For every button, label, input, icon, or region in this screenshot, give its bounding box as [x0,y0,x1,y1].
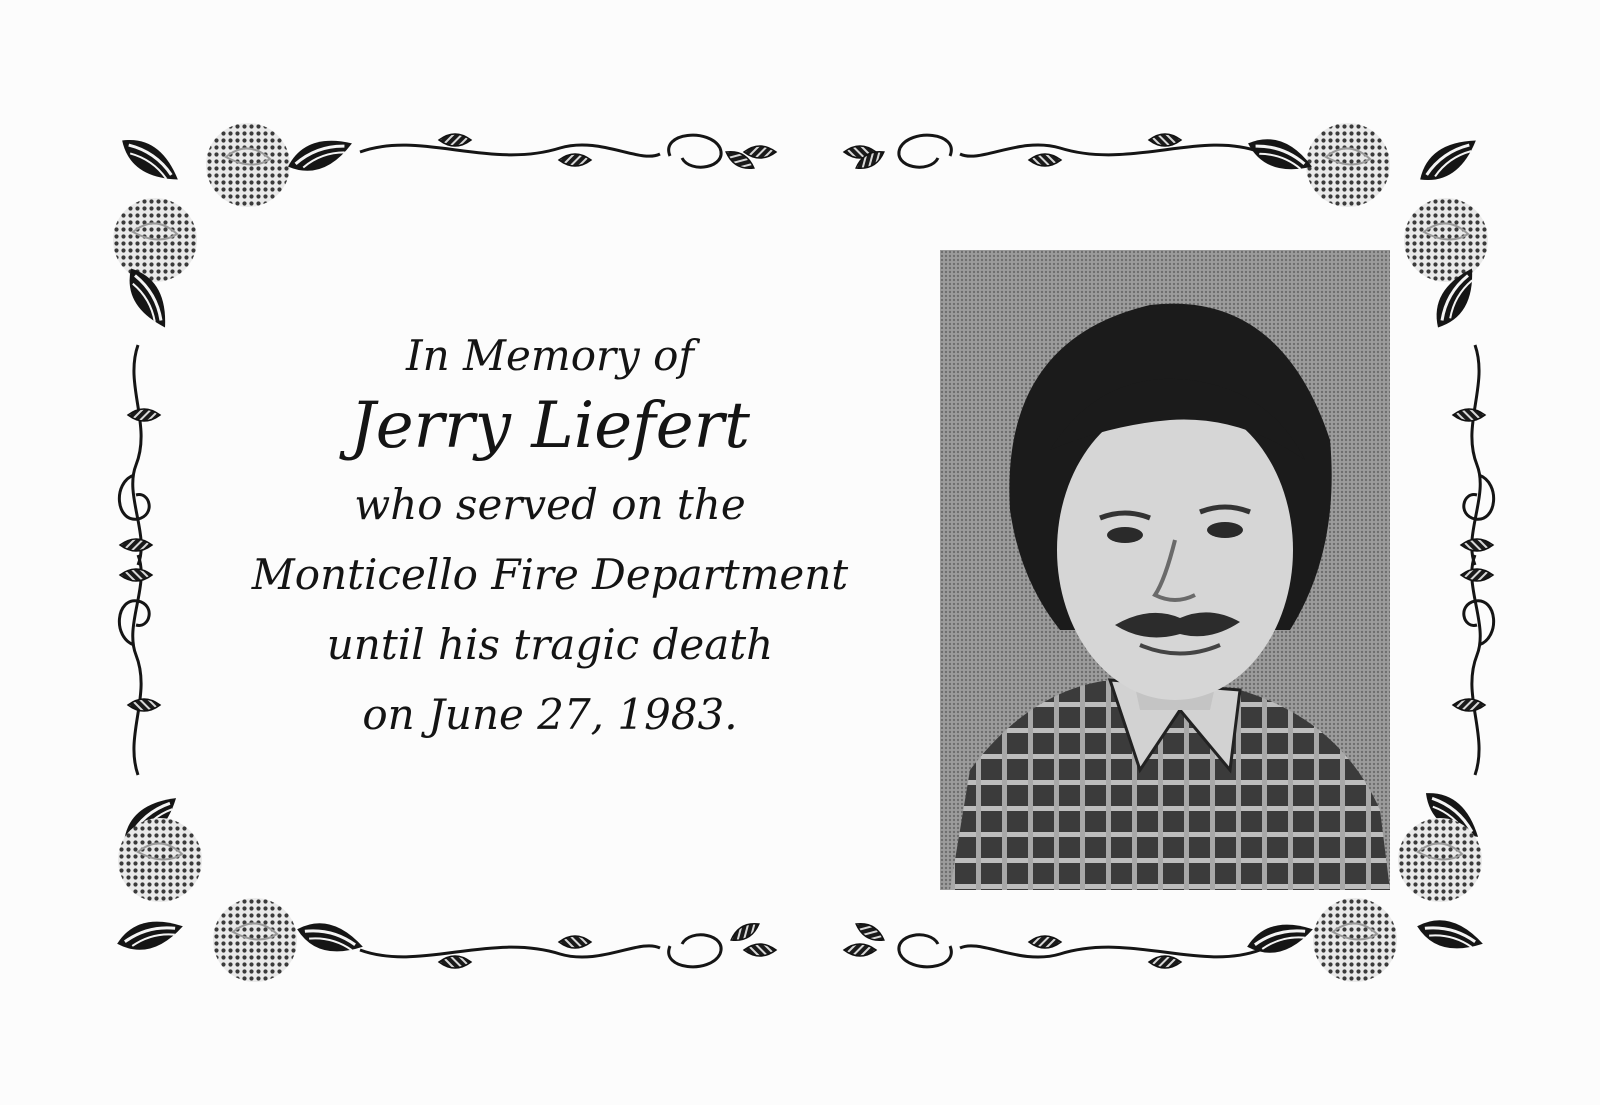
deceased-name: Jerry Liefert [350,389,750,463]
intro-line: In Memory of [406,331,694,380]
body-line-3: until his tragic death [326,620,774,669]
body-line-4: on June 27, 1983. [362,690,738,739]
body-line-1: who served on the [354,480,746,529]
man-portrait-icon [940,250,1390,890]
memorial-text-block [230,330,870,750]
body-line-2: Monticello Fire Department [251,550,849,599]
portrait-photo [940,250,1390,890]
